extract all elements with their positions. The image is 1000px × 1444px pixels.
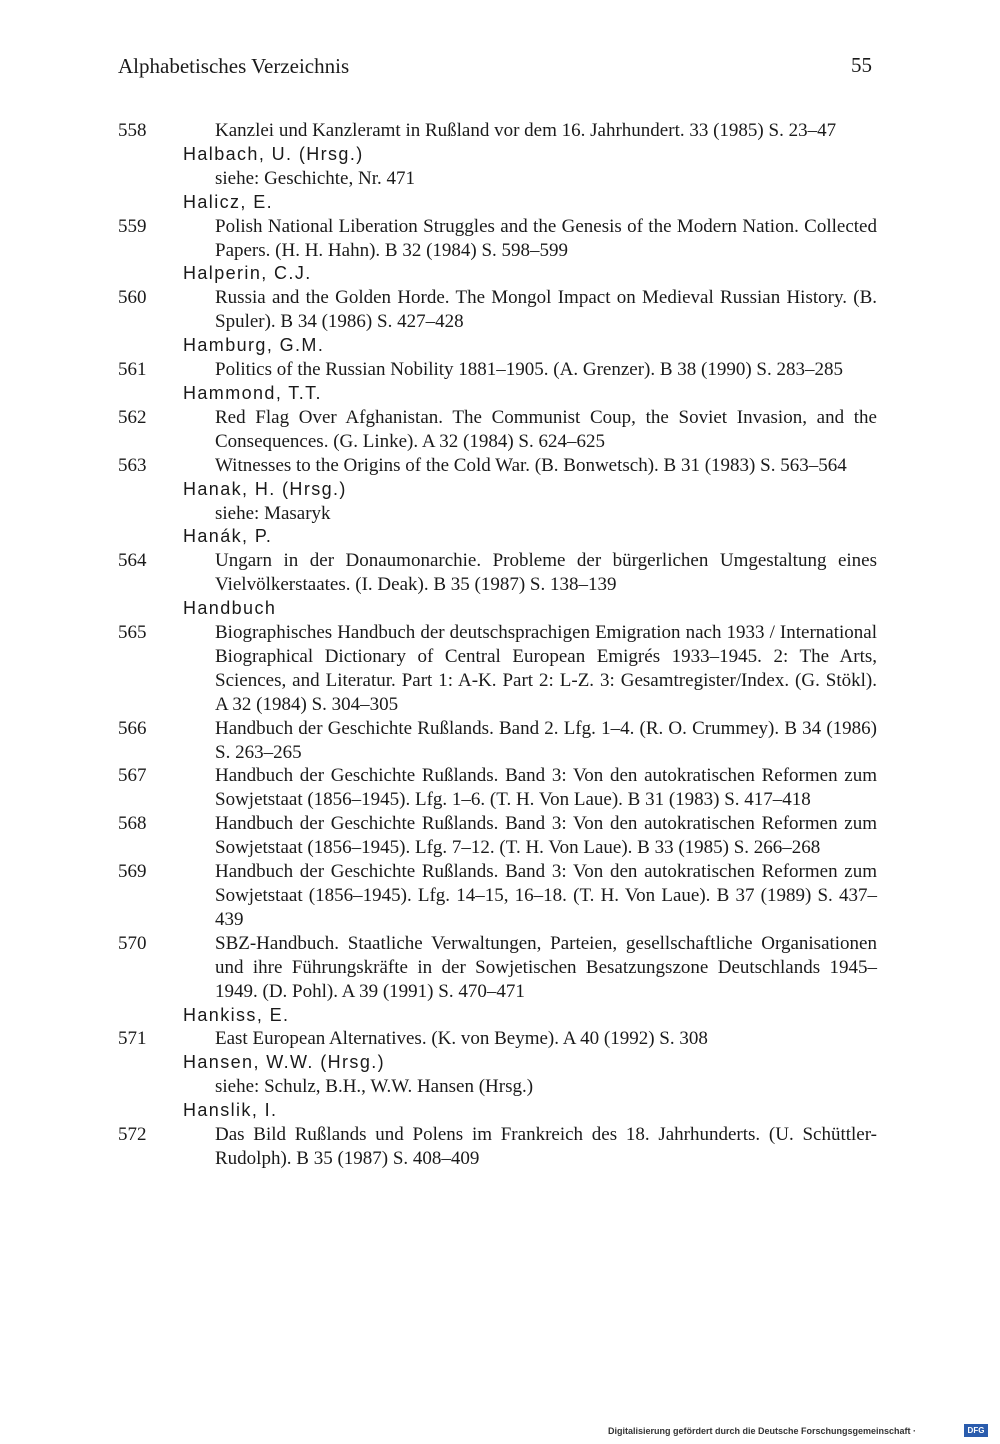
index-entry	[0, 1027, 1000, 1051]
author-heading	[0, 1004, 1000, 1028]
cross-reference	[0, 502, 1000, 526]
entry-text: Ungarn in der Donaumonarchie. Probleme der bürgerlichen Umgestaltung eines Vielvölkerstaates. (I. Deak). B 35 (1987) S. 138–139	[215, 550, 877, 596]
author-heading	[0, 143, 1000, 167]
index-entry	[0, 215, 1000, 263]
author-heading	[0, 262, 1000, 286]
author-heading	[0, 525, 1000, 549]
entry-number: 558	[118, 120, 147, 141]
author-name: Hammond, T.T.	[183, 382, 322, 403]
page-number: 55	[851, 53, 872, 77]
entry-number: 569	[118, 861, 147, 883]
see-reference: siehe: Schulz, B.H., W.W. Hansen (Hrsg.)	[215, 1076, 534, 1098]
entry-text: Politics of the Russian Nobility 1881–1905. (A. Grenzer). B 38 (1990) S. 283–285	[215, 359, 844, 381]
index-entry	[0, 286, 1000, 334]
entry-text: Handbuch der Geschichte Rußlands. Band 3: Von den autokratischen Reformen zum Sowjetstaat (1856–1945). Lfg. 7–12. (T. H. Von Laue). B 33 (1985) S. 266–268	[215, 813, 877, 859]
entry-text: Russia and the Golden Horde. The Mongol Impact on Medieval Russian History. (B. Spuler). B 34 (1986) S. 427–428	[215, 287, 877, 333]
index-entry	[0, 358, 1000, 382]
entry-text: Witnesses to the Origins of the Cold War. (B. Bonwetsch). B 31 (1983) S. 563–564	[215, 454, 847, 476]
entry-number: 559	[118, 215, 147, 237]
entry-number: 561	[118, 359, 147, 381]
author-heading	[0, 1099, 1000, 1123]
cross-reference	[0, 167, 1000, 191]
author-name: Hanslik, I.	[183, 1100, 278, 1121]
entry-number: 568	[118, 813, 147, 835]
entry-text: Kanzlei und Kanzleramt in Rußland vor dem 16. Jahrhundert. 33 (1985) S. 23–47	[215, 120, 837, 141]
author-name: Hansen, W.W. (Hrsg.)	[183, 1052, 386, 1073]
author-name: Halperin, C.J.	[183, 263, 312, 284]
index-entry	[0, 860, 1000, 932]
see-reference: siehe: Masaryk	[215, 502, 331, 524]
author-heading	[0, 478, 1000, 502]
entry-text: SBZ-Handbuch. Staatliche Verwaltungen, Parteien, gesellschaftliche Organisationen und ihre Führungskräfte in der Sowjetischen Besatzungszone Deutschlands 1945–1949. (D. Pohl). A 39 (1991) S. 470–471	[215, 932, 877, 1002]
index-entry	[0, 1123, 1000, 1171]
author-heading	[0, 191, 1000, 215]
entry-number: 564	[118, 550, 147, 572]
see-reference: siehe: Geschichte, Nr. 471	[215, 167, 415, 189]
entry-number: 563	[118, 454, 147, 476]
entry-text: East European Alternatives. (K. von Beyme). A 40 (1992) S. 308	[215, 1028, 708, 1050]
page-header-title: Alphabetisches Verzeichnis	[118, 54, 350, 78]
entry-text: Das Bild Rußlands und Polens im Frankreich des 18. Jahrhunderts. (U. Schüttler-Rudolph). B 35 (1987) S. 408–409	[215, 1124, 877, 1169]
entry-number: 560	[118, 287, 147, 309]
index-entry	[0, 454, 1000, 478]
entry-number: 562	[118, 406, 147, 428]
author-heading	[0, 334, 1000, 358]
index-entry	[0, 549, 1000, 597]
entry-text: Handbuch der Geschichte Rußlands. Band 3: Von den autokratischen Reformen zum Sowjetstaat (1856–1945). Lfg. 1–6. (T. H. Von Laue). B 31 (1983) S. 417–418	[215, 765, 877, 811]
index-listing	[0, 119, 1000, 1171]
author-name: Halicz, E.	[183, 191, 274, 212]
entry-number: 570	[118, 932, 147, 954]
author-name: Handbuch	[183, 598, 277, 619]
index-entry	[0, 932, 1000, 1004]
dfg-logo: DFG	[964, 1424, 988, 1437]
entry-number: 572	[118, 1124, 147, 1146]
entry-text: Handbuch der Geschichte Rußlands. Band 3: Von den autokratischen Reformen zum Sowjetstaat (1856–1945). Lfg. 14–15, 16–18. (T. H. Von Laue). B 37 (1989) S. 437–439	[215, 861, 877, 930]
entry-number: 567	[118, 765, 147, 787]
index-entry	[0, 812, 1000, 860]
entry-text: Red Flag Over Afghanistan. The Communist Coup, the Soviet Invasion, and the Consequences. (G. Linke). A 32 (1984) S. 624–625	[215, 406, 877, 452]
author-name: Hankiss, E.	[183, 1004, 290, 1025]
author-heading	[0, 1051, 1000, 1075]
index-entry	[0, 764, 1000, 812]
author-heading	[0, 597, 1000, 621]
author-name: Hamburg, G.M.	[183, 335, 325, 356]
author-name: Hanák, P.	[183, 526, 273, 547]
cross-reference	[0, 1075, 1000, 1099]
index-entry	[0, 406, 1000, 454]
entry-number: 571	[118, 1028, 147, 1050]
entry-number: 565	[118, 622, 147, 644]
author-name: Halbach, U. (Hrsg.)	[183, 143, 364, 164]
entry-text: Biographisches Handbuch der deutschsprachigen Emigration nach 1933 / International Biographical Dictionary of Central European Emigrés 1933–1945. 2: The Arts, Sciences, and Literatur. Part 1: A-K. Part 2: L-Z. 3: Gesamtregister/Index. (G. Stökl). A 32 (1984) S. 304–305	[215, 622, 877, 715]
footer-credit: Digitalisierung gefördert durch die Deutsche Forschungsgemeinschaft ·	[608, 1426, 917, 1436]
index-entry	[0, 621, 1000, 717]
author-heading	[0, 382, 1000, 406]
author-name: Hanak, H. (Hrsg.)	[183, 478, 347, 499]
entry-text: Handbuch der Geschichte Rußlands. Band 2. Lfg. 1–4. (R. O. Crummey). B 34 (1986) S. 263–265	[215, 717, 877, 763]
entry-number: 566	[118, 717, 147, 739]
entry-text: Polish National Liberation Struggles and the Genesis of the Modern Nation. Collected Papers. (H. H. Hahn). B 32 (1984) S. 598–599	[215, 215, 877, 261]
index-entry	[0, 119, 1000, 143]
index-entry	[0, 717, 1000, 765]
